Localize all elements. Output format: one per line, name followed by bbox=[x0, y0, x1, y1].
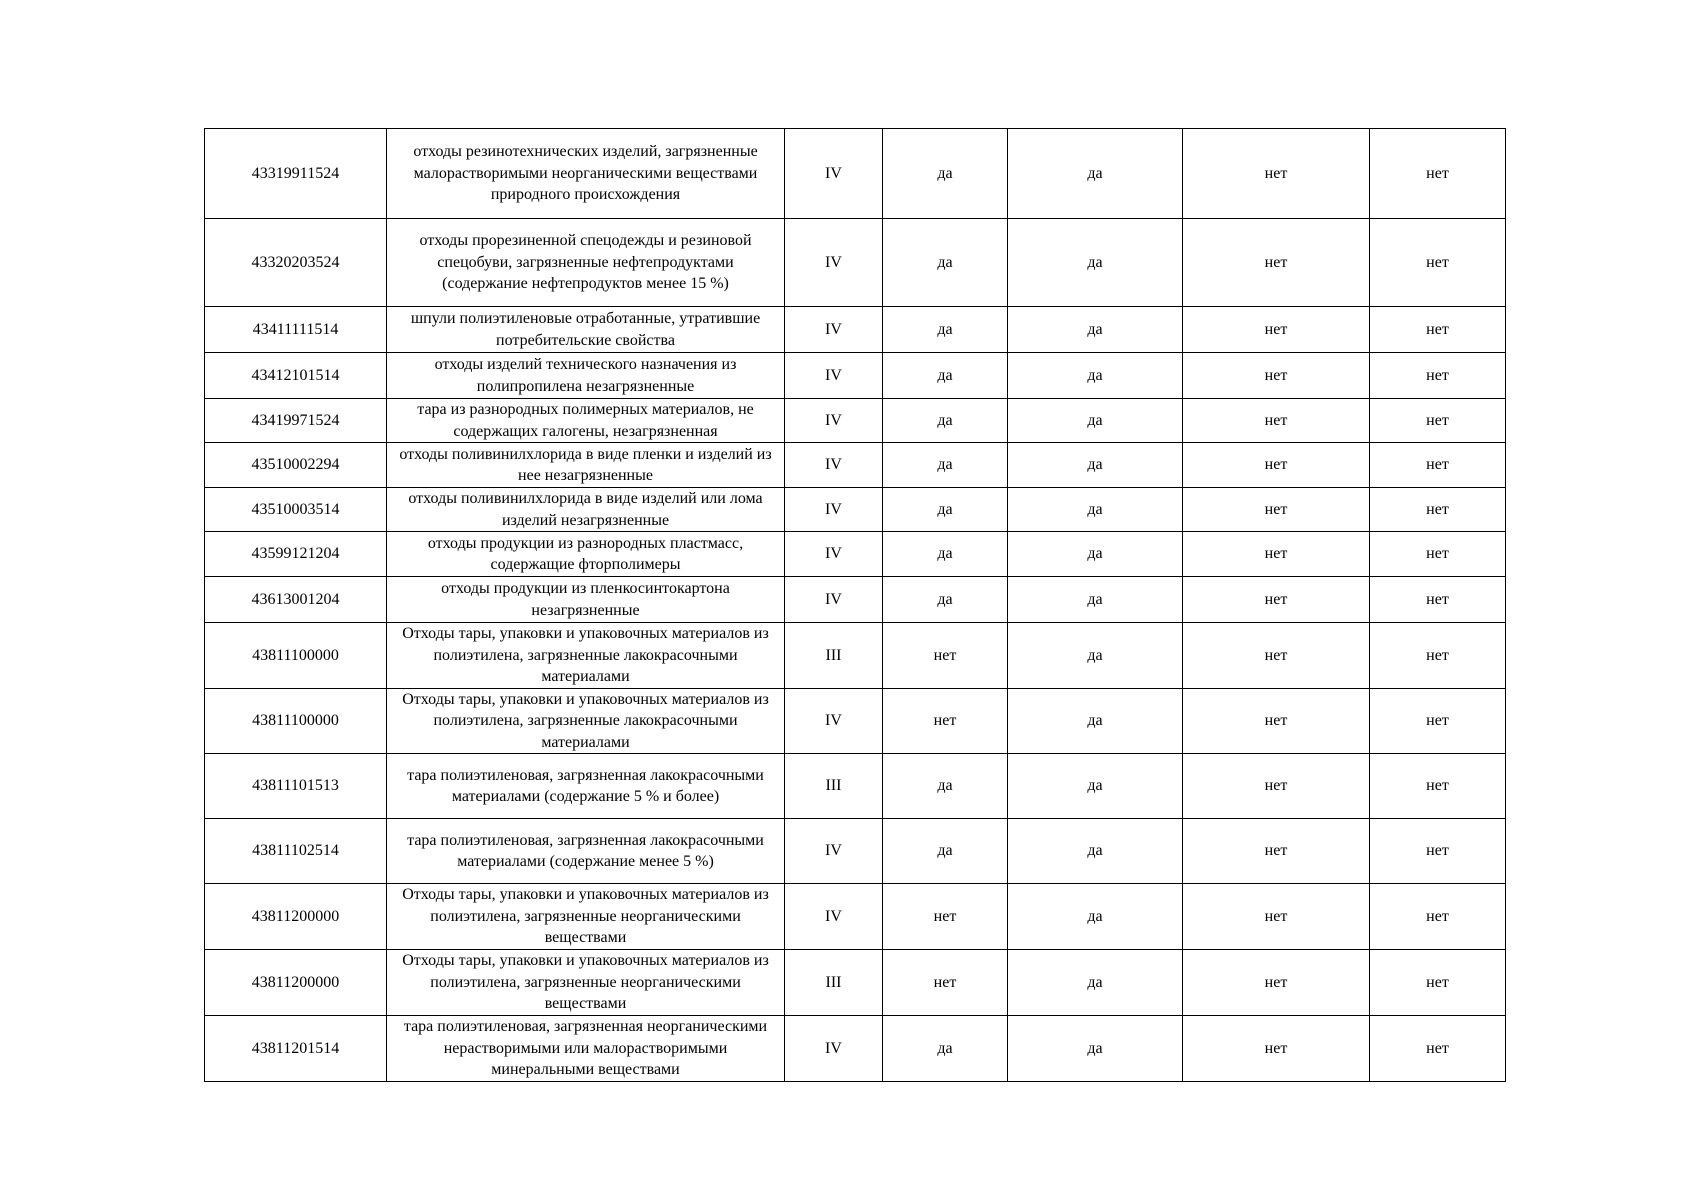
waste-name-cell: Отходы тары, упаковки и упаковочных материалов из полиэтилена, загрязненные лакокрасочными материалами bbox=[387, 688, 785, 754]
flag-cell: нет bbox=[1183, 884, 1370, 950]
flag-cell: да bbox=[883, 1016, 1008, 1082]
flag-cell: да bbox=[883, 819, 1008, 884]
waste-name-cell: тара полиэтиленовая, загрязненная лакокрасочными материалами (содержание 5 % и более) bbox=[387, 754, 785, 819]
flag-cell: нет bbox=[1370, 819, 1506, 884]
hazard-class-cell: IV bbox=[785, 129, 883, 219]
hazard-class-cell: IV bbox=[785, 443, 883, 488]
flag-cell: нет bbox=[1370, 129, 1506, 219]
waste-name-cell: отходы изделий технического назначения из полипропилена незагрязненные bbox=[387, 353, 785, 399]
waste-name-cell: отходы прорезиненной спецодежды и резиновой спецобуви, загрязненные нефтепродуктами (содержание нефтепродуктов менее 15 %) bbox=[387, 219, 785, 307]
flag-cell: да bbox=[883, 577, 1008, 623]
flag-cell: нет bbox=[1370, 577, 1506, 623]
flag-cell: нет bbox=[1370, 399, 1506, 443]
flag-cell: да bbox=[883, 307, 1008, 353]
flag-cell: нет bbox=[1370, 443, 1506, 488]
flag-cell: нет bbox=[1370, 884, 1506, 950]
table-row bbox=[205, 819, 1506, 884]
hazard-class-cell: IV bbox=[785, 1016, 883, 1082]
flag-cell: да bbox=[1008, 884, 1183, 950]
waste-code-cell: 43811100000 bbox=[205, 688, 387, 754]
flag-cell: да bbox=[883, 488, 1008, 532]
flag-cell: да bbox=[1008, 950, 1183, 1016]
waste-name-cell: отходы резинотехнических изделий, загрязненные малорастворимыми неорганическими веществами природного происхождения bbox=[387, 129, 785, 219]
waste-code-cell: 43510002294 bbox=[205, 443, 387, 488]
flag-cell: да bbox=[1008, 488, 1183, 532]
flag-cell: да bbox=[1008, 219, 1183, 307]
flag-cell: да bbox=[1008, 443, 1183, 488]
flag-cell: нет bbox=[1370, 623, 1506, 689]
flag-cell: нет bbox=[1370, 688, 1506, 754]
flag-cell: да bbox=[883, 443, 1008, 488]
table-row bbox=[205, 353, 1506, 399]
hazard-class-cell: III bbox=[785, 950, 883, 1016]
table-row bbox=[205, 219, 1506, 307]
table-row bbox=[205, 688, 1506, 754]
flag-cell: нет bbox=[1370, 353, 1506, 399]
table-row bbox=[205, 577, 1506, 623]
waste-code-cell: 43411111514 bbox=[205, 307, 387, 353]
table-row bbox=[205, 399, 1506, 443]
flag-cell: нет bbox=[1183, 688, 1370, 754]
hazard-class-cell: IV bbox=[785, 353, 883, 399]
flag-cell: нет bbox=[1183, 488, 1370, 532]
flag-cell: нет bbox=[883, 623, 1008, 689]
flag-cell: нет bbox=[1183, 219, 1370, 307]
flag-cell: да bbox=[1008, 819, 1183, 884]
hazard-class-cell: III bbox=[785, 623, 883, 689]
waste-name-cell: Отходы тары, упаковки и упаковочных материалов из полиэтилена, загрязненные неорганическими веществами bbox=[387, 884, 785, 950]
table-row bbox=[205, 1016, 1506, 1082]
flag-cell: да bbox=[883, 532, 1008, 577]
flag-cell: да bbox=[883, 219, 1008, 307]
flag-cell: да bbox=[883, 754, 1008, 819]
waste-code-cell: 43811200000 bbox=[205, 884, 387, 950]
waste-code-cell: 43320203524 bbox=[205, 219, 387, 307]
table-row bbox=[205, 443, 1506, 488]
flag-cell: нет bbox=[1183, 532, 1370, 577]
flag-cell: нет bbox=[1183, 443, 1370, 488]
waste-name-cell: шпули полиэтиленовые отработанные, утратившие потребительские свойства bbox=[387, 307, 785, 353]
hazard-class-cell: IV bbox=[785, 819, 883, 884]
flag-cell: нет bbox=[883, 950, 1008, 1016]
waste-name-cell: отходы продукции из разнородных пластмасс, содержащие фторполимеры bbox=[387, 532, 785, 577]
flag-cell: нет bbox=[1370, 1016, 1506, 1082]
table-row bbox=[205, 488, 1506, 532]
waste-name-cell: Отходы тары, упаковки и упаковочных материалов из полиэтилена, загрязненные лакокрасочными материалами bbox=[387, 623, 785, 689]
flag-cell: да bbox=[883, 353, 1008, 399]
waste-name-cell: отходы поливинилхлорида в виде пленки и изделий из нее незагрязненные bbox=[387, 443, 785, 488]
hazard-class-cell: IV bbox=[785, 488, 883, 532]
hazard-class-cell: IV bbox=[785, 219, 883, 307]
hazard-class-cell: IV bbox=[785, 884, 883, 950]
flag-cell: да bbox=[1008, 399, 1183, 443]
flag-cell: нет bbox=[1183, 129, 1370, 219]
table-row bbox=[205, 884, 1506, 950]
flag-cell: да bbox=[1008, 623, 1183, 689]
waste-classification-table bbox=[204, 128, 1506, 1082]
flag-cell: да bbox=[1008, 307, 1183, 353]
flag-cell: нет bbox=[1370, 950, 1506, 1016]
waste-name-cell: отходы продукции из пленкосинтокартона незагрязненные bbox=[387, 577, 785, 623]
flag-cell: нет bbox=[1183, 1016, 1370, 1082]
flag-cell: нет bbox=[883, 884, 1008, 950]
flag-cell: нет bbox=[1183, 307, 1370, 353]
flag-cell: да bbox=[883, 129, 1008, 219]
flag-cell: нет bbox=[1370, 307, 1506, 353]
hazard-class-cell: IV bbox=[785, 577, 883, 623]
waste-code-cell: 43510003514 bbox=[205, 488, 387, 532]
waste-code-cell: 43811102514 bbox=[205, 819, 387, 884]
flag-cell: да bbox=[1008, 353, 1183, 399]
hazard-class-cell: IV bbox=[785, 307, 883, 353]
flag-cell: да bbox=[883, 399, 1008, 443]
flag-cell: нет bbox=[1183, 623, 1370, 689]
flag-cell: нет bbox=[1183, 399, 1370, 443]
flag-cell: да bbox=[1008, 129, 1183, 219]
hazard-class-cell: III bbox=[785, 754, 883, 819]
waste-code-cell: 43599121204 bbox=[205, 532, 387, 577]
waste-name-cell: отходы поливинилхлорида в виде изделий или лома изделий незагрязненные bbox=[387, 488, 785, 532]
waste-code-cell: 43811200000 bbox=[205, 950, 387, 1016]
flag-cell: да bbox=[1008, 577, 1183, 623]
waste-name-cell: тара полиэтиленовая, загрязненная неорганическими нерастворимыми или малорастворимыми минеральными веществами bbox=[387, 1016, 785, 1082]
table-row bbox=[205, 754, 1506, 819]
waste-code-cell: 43811101513 bbox=[205, 754, 387, 819]
flag-cell: нет bbox=[883, 688, 1008, 754]
hazard-class-cell: IV bbox=[785, 399, 883, 443]
waste-code-cell: 43811100000 bbox=[205, 623, 387, 689]
flag-cell: нет bbox=[1183, 819, 1370, 884]
waste-name-cell: Отходы тары, упаковки и упаковочных материалов из полиэтилена, загрязненные неорганическими веществами bbox=[387, 950, 785, 1016]
waste-name-cell: тара из разнородных полимерных материалов, не содержащих галогены, незагрязненная bbox=[387, 399, 785, 443]
flag-cell: да bbox=[1008, 688, 1183, 754]
flag-cell: нет bbox=[1183, 950, 1370, 1016]
hazard-class-cell: IV bbox=[785, 688, 883, 754]
flag-cell: да bbox=[1008, 754, 1183, 819]
flag-cell: нет bbox=[1370, 488, 1506, 532]
waste-code-cell: 43811201514 bbox=[205, 1016, 387, 1082]
table-row bbox=[205, 950, 1506, 1016]
flag-cell: да bbox=[1008, 532, 1183, 577]
flag-cell: нет bbox=[1183, 577, 1370, 623]
table-row bbox=[205, 307, 1506, 353]
waste-code-cell: 43419971524 bbox=[205, 399, 387, 443]
waste-code-cell: 43412101514 bbox=[205, 353, 387, 399]
flag-cell: нет bbox=[1370, 219, 1506, 307]
hazard-class-cell: IV bbox=[785, 532, 883, 577]
table-row bbox=[205, 129, 1506, 219]
flag-cell: нет bbox=[1370, 754, 1506, 819]
table-row bbox=[205, 623, 1506, 689]
flag-cell: нет bbox=[1370, 532, 1506, 577]
flag-cell: нет bbox=[1183, 353, 1370, 399]
waste-code-cell: 43613001204 bbox=[205, 577, 387, 623]
table-row bbox=[205, 532, 1506, 577]
waste-code-cell: 43319911524 bbox=[205, 129, 387, 219]
flag-cell: нет bbox=[1183, 754, 1370, 819]
flag-cell: да bbox=[1008, 1016, 1183, 1082]
waste-name-cell: тара полиэтиленовая, загрязненная лакокрасочными материалами (содержание менее 5 %) bbox=[387, 819, 785, 884]
